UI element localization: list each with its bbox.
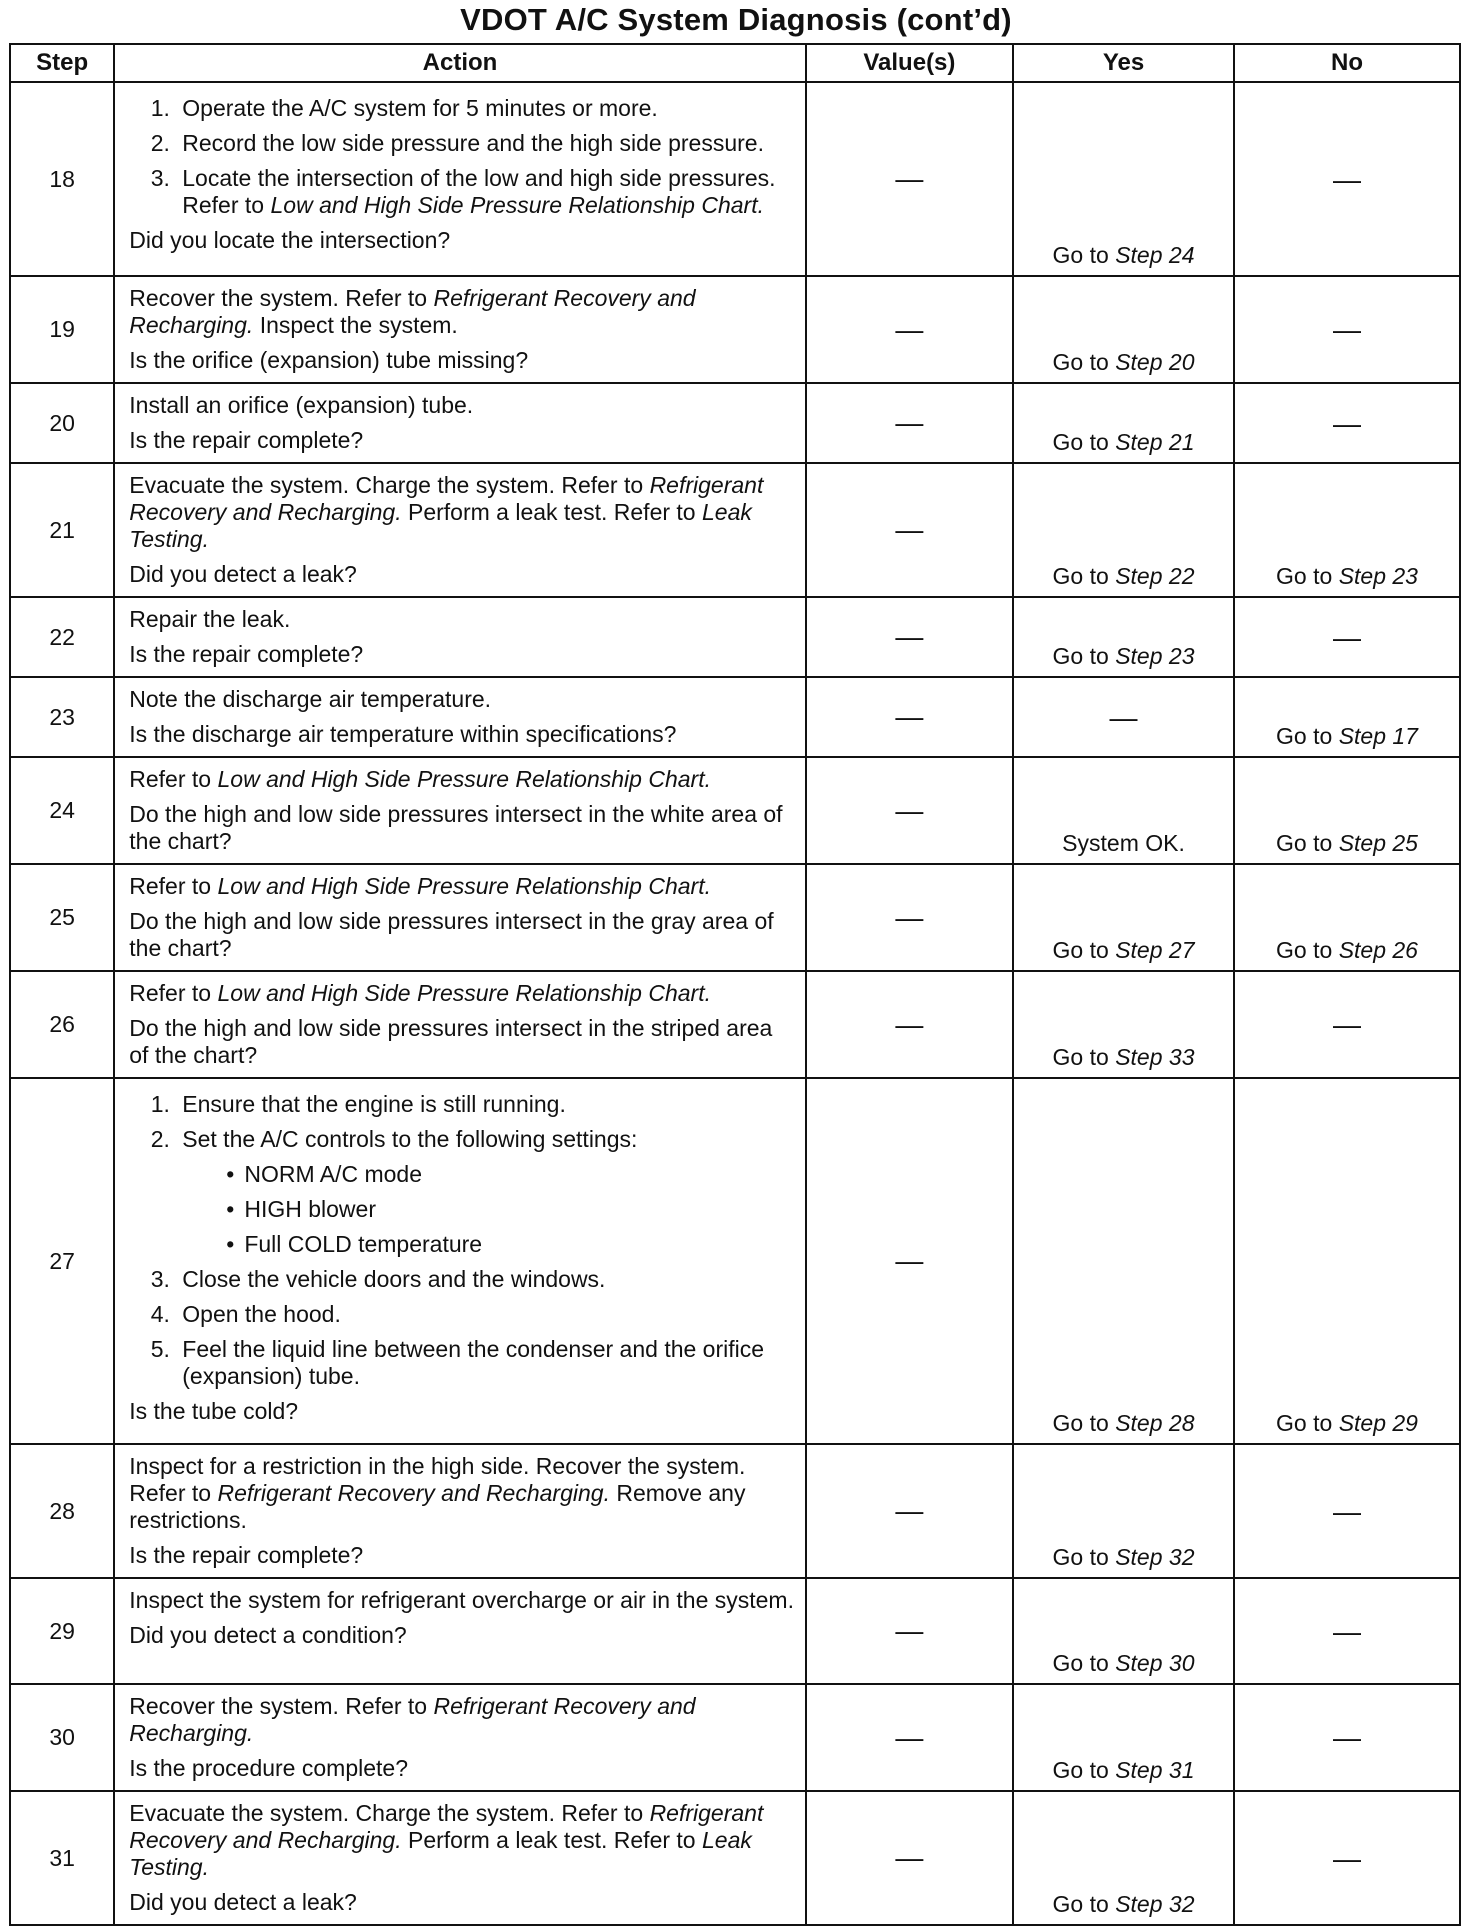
table-row (10, 597, 1460, 677)
reference-link: Leak Testing. (129, 1827, 752, 1880)
step-number: 23 (10, 677, 114, 757)
no-cell: — (1234, 276, 1460, 383)
action-text: Evacuate the system. Charge the system. Refer to Refrigerant Recovery and Recharging. Perform a leak test. Refer to Leak Testing. (129, 1800, 764, 1880)
step-reference: Step 32 (1115, 1544, 1195, 1570)
action-text: Refer to Low and High Side Pressure Relationship Chart. (129, 873, 711, 899)
yes-cell: Go to Step 32 (1013, 1791, 1234, 1925)
action-cell (114, 677, 805, 757)
no-cell: — (1234, 971, 1460, 1078)
list-item: 3. Close the vehicle doors and the windows. (176, 1266, 794, 1293)
action-text: Locate the intersection of the low and high side pressures. Refer to (182, 165, 776, 218)
action-cell (114, 1444, 805, 1578)
list-item (176, 165, 794, 219)
action-question: Is the repair complete? (129, 641, 364, 667)
action-cell (114, 383, 805, 463)
step-reference: Step 25 (1338, 830, 1418, 856)
table-row (10, 677, 1460, 757)
step-reference: Step 30 (1115, 1650, 1195, 1676)
table-row (10, 383, 1460, 463)
step-number: 29 (10, 1578, 114, 1684)
action-list (129, 95, 794, 219)
header-yes: Yes (1013, 44, 1234, 82)
action-cell (114, 864, 805, 971)
no-cell: Go to Step 29 (1234, 1078, 1460, 1444)
table-row (10, 82, 1460, 276)
action-text: Refer to Low and High Side Pressure Relationship Chart. (129, 980, 711, 1006)
action-cell (114, 463, 805, 597)
header-no: No (1234, 44, 1460, 82)
no-cell: Go to Step 26 (1234, 864, 1460, 971)
reference-link: Refrigerant Recovery and Recharging. (129, 285, 696, 338)
settings-list (182, 1161, 794, 1258)
step-reference: Step 23 (1115, 643, 1195, 669)
action-cell (114, 276, 805, 383)
step-reference: Step 23 (1338, 563, 1418, 589)
action-cell (114, 1684, 805, 1791)
yes-cell: Go to Step 23 (1013, 597, 1234, 677)
action-question: Is the discharge air temperature within specifications? (129, 721, 677, 747)
value-cell: — (806, 463, 1013, 597)
table-row (10, 1684, 1460, 1791)
list-item: • NORM A/C mode (220, 1161, 794, 1188)
table-row (10, 1791, 1460, 1925)
value-cell: — (806, 757, 1013, 864)
table-row (10, 1078, 1460, 1444)
step-number: 18 (10, 82, 114, 276)
go-to-label: Go to (1052, 242, 1109, 268)
table-row (10, 757, 1460, 864)
value-cell: — (806, 597, 1013, 677)
action-text: Refer to Low and High Side Pressure Relationship Chart. (129, 766, 711, 792)
header-row (10, 44, 1460, 82)
step-number: 19 (10, 276, 114, 383)
action-question: Did you detect a leak? (129, 1889, 357, 1915)
step-number: 20 (10, 383, 114, 463)
list-item: 2. Record the low side pressure and the high side pressure. (176, 130, 794, 157)
table-row (10, 1578, 1460, 1684)
step-number: 25 (10, 864, 114, 971)
step-number: 22 (10, 597, 114, 677)
reference-link: Low and High Side Pressure Relationship Chart. (217, 766, 711, 792)
value-cell: — (806, 1444, 1013, 1578)
reference-link: Refrigerant Recovery and Recharging. (129, 472, 764, 525)
action-question: Did you locate the intersection? (129, 227, 451, 253)
no-cell: Go to Step 23 (1234, 463, 1460, 597)
step-number: 30 (10, 1684, 114, 1791)
reference-link: Low and High Side Pressure Relationship Chart. (270, 192, 764, 218)
yes-cell: Go to Step 31 (1013, 1684, 1234, 1791)
value-cell: — (806, 864, 1013, 971)
no-cell: — (1234, 82, 1460, 276)
list-item: 1. Operate the A/C system for 5 minutes or more. (176, 95, 794, 122)
yes-cell: Go to Step 22 (1013, 463, 1234, 597)
table-row (10, 1444, 1460, 1578)
value-cell: — (806, 971, 1013, 1078)
action-question: Is the repair complete? (129, 427, 364, 453)
action-text: Install an orifice (expansion) tube. (129, 392, 474, 418)
yes-cell: Go to Step 30 (1013, 1578, 1234, 1684)
list-item: 2. Set the A/C controls to the following settings: • NORM A/C mode • HIGH blower • Full COLD temperature (176, 1126, 794, 1258)
action-question: Is the repair complete? (129, 1542, 364, 1568)
action-text: Evacuate the system. Charge the system. Refer to Refrigerant Recovery and Recharging. Perform a leak test. Refer to Leak Testing. (129, 472, 764, 552)
reference-link: Recharging. (129, 1720, 254, 1746)
value-cell: — (806, 383, 1013, 463)
step-reference: Step 24 (1115, 242, 1195, 268)
action-text: Repair the leak. (129, 606, 291, 632)
no-cell: — (1234, 1684, 1460, 1791)
action-text: Inspect the system for refrigerant overcharge or air in the system. (129, 1587, 794, 1613)
no-cell: — (1234, 383, 1460, 463)
step-reference: Step 33 (1115, 1044, 1195, 1070)
header-action: Action (114, 44, 805, 82)
yes-cell: Go to Step 28 (1013, 1078, 1234, 1444)
step-reference: Step 32 (1115, 1891, 1195, 1917)
step-reference: Step 21 (1115, 429, 1195, 455)
list-item: • Full COLD temperature (220, 1231, 794, 1258)
value-cell: — (806, 1078, 1013, 1444)
step-reference: Step 26 (1338, 937, 1418, 963)
reference-link: Low and High Side Pressure Relationship Chart. (217, 980, 711, 1006)
reference-link: Low and High Side Pressure Relationship Chart. (217, 873, 711, 899)
action-text: Note the discharge air temperature. (129, 686, 492, 712)
reference-link: Refrigerant Recovery and (433, 1693, 696, 1719)
list-item: 5. Feel the liquid line between the condenser and the orifice (expansion) tube. (176, 1336, 794, 1390)
no-cell: — (1234, 1444, 1460, 1578)
no-cell: — (1234, 1578, 1460, 1684)
no-cell: Go to Step 17 (1234, 677, 1460, 757)
action-list (129, 1091, 794, 1390)
step-reference: Step 31 (1115, 1757, 1195, 1783)
no-cell: — (1234, 1791, 1460, 1925)
action-question: Did you detect a leak? (129, 561, 357, 587)
action-question: Do the high and low side pressures intersect in the striped area of the chart? (129, 1015, 773, 1068)
step-reference: Step 22 (1115, 563, 1195, 589)
action-text: Recover the system. Refer to Refrigerant Recovery and Recharging. (129, 1693, 696, 1746)
value-cell: — (806, 1578, 1013, 1684)
action-question: Is the orifice (expansion) tube missing? (129, 347, 529, 373)
value-cell: — (806, 1791, 1013, 1925)
action-cell (114, 597, 805, 677)
action-question: Did you detect a condition? (129, 1622, 407, 1648)
no-cell: — (1234, 597, 1460, 677)
action-cell (114, 1578, 805, 1684)
action-question: Is the procedure complete? (129, 1755, 408, 1781)
step-number: 28 (10, 1444, 114, 1578)
list-item: 1. Ensure that the engine is still running. (176, 1091, 794, 1118)
step-number: 21 (10, 463, 114, 597)
page-title: VDOT A/C System Diagnosis (cont’d) (460, 2, 1012, 37)
table-row (10, 463, 1460, 597)
reference-link: Refrigerant Recovery and Recharging. (129, 1800, 764, 1853)
value-cell: — (806, 276, 1013, 383)
diagnosis-table (9, 43, 1461, 1926)
step-number: 24 (10, 757, 114, 864)
step-reference: Step 27 (1115, 937, 1195, 963)
step-reference: Step 28 (1115, 1410, 1195, 1436)
yes-cell: Go to Step 32 (1013, 1444, 1234, 1578)
yes-cell: Go to Step 33 (1013, 971, 1234, 1078)
header-values: Value(s) (806, 44, 1013, 82)
step-reference: Step 17 (1338, 723, 1418, 749)
step-reference: Step 20 (1115, 349, 1195, 375)
action-cell (114, 757, 805, 864)
table-row (10, 971, 1460, 1078)
step-number: 31 (10, 1791, 114, 1925)
step-number: 26 (10, 971, 114, 1078)
yes-cell: System OK. (1013, 757, 1234, 864)
value-cell: — (806, 82, 1013, 276)
reference-link: Leak Testing. (129, 499, 752, 552)
list-item: • HIGH blower (220, 1196, 794, 1223)
yes-cell: Go to Step 27 (1013, 864, 1234, 971)
action-question: Is the tube cold? (129, 1398, 299, 1424)
yes-cell: Go to Step 21 (1013, 383, 1234, 463)
action-cell (114, 1078, 805, 1444)
yes-cell (1013, 82, 1234, 276)
yes-cell: — (1013, 677, 1234, 757)
table-row (10, 864, 1460, 971)
list-item: 4. Open the hood. (176, 1301, 794, 1328)
table-row (10, 276, 1460, 383)
action-question: Do the high and low side pressures intersect in the gray area of the chart? (129, 908, 774, 961)
action-cell (114, 971, 805, 1078)
step-number: 27 (10, 1078, 114, 1444)
no-cell: Go to Step 25 (1234, 757, 1460, 864)
value-cell: — (806, 1684, 1013, 1791)
header-step: Step (10, 44, 114, 82)
action-cell (114, 1791, 805, 1925)
action-text: Inspect for a restriction in the high side. Recover the system. Refer to Refrigerant Recovery and Recharging. Remove any restrictions. (129, 1453, 746, 1533)
value-cell: — (806, 677, 1013, 757)
yes-cell: Go to Step 20 (1013, 276, 1234, 383)
action-question: Do the high and low side pressures intersect in the white area of the chart? (129, 801, 783, 854)
step-reference: Step 29 (1338, 1410, 1418, 1436)
action-cell (114, 82, 805, 276)
action-text: Recover the system. Refer to Refrigerant Recovery and Recharging. Inspect the system. (129, 285, 696, 338)
reference-link: Refrigerant Recovery and Recharging. (217, 1480, 610, 1506)
